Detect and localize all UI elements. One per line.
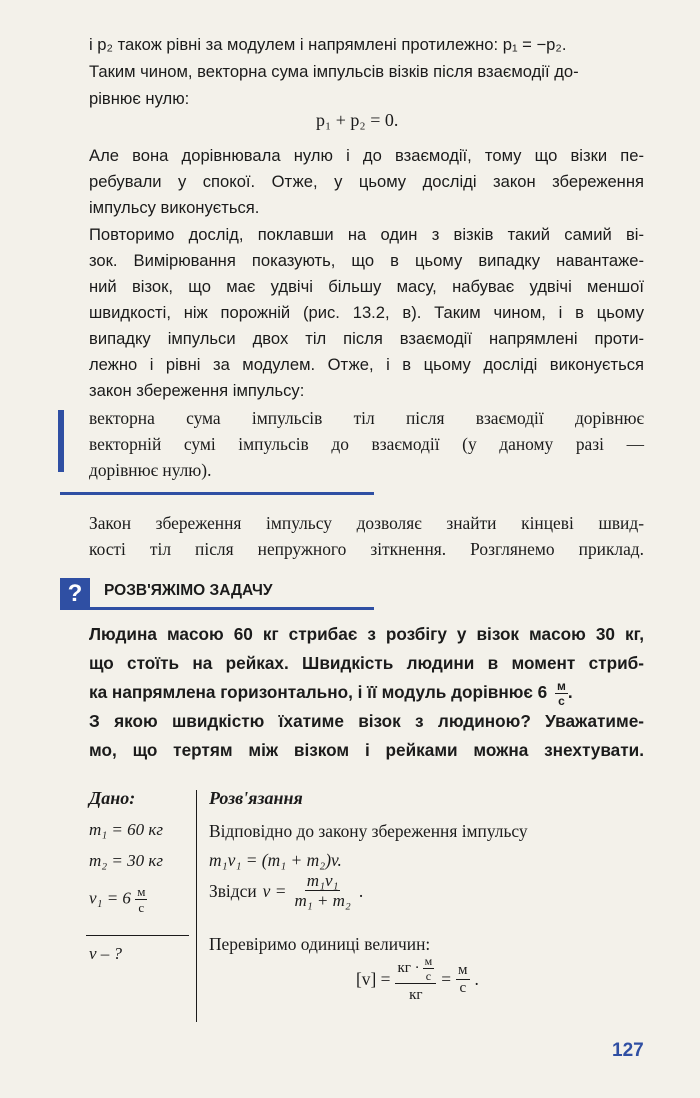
units-numerator-ms [423, 955, 435, 982]
velocity-formula-fraction [292, 872, 352, 909]
task-line: Людина масою 60 кг стрибає з розбігу у візок масою 30 кг, [89, 624, 644, 644]
task-line: З якою швидкістю їхатиме візок з людиною? Уважатиме- [89, 711, 644, 731]
law-line: векторній сумі імпульсів до взаємодії (у даному разі — [89, 434, 644, 454]
text-line-2: Таким чином, векторна сума імпульсів візків після взаємодії до- [89, 62, 579, 81]
unit-numerator: м [458, 961, 468, 978]
units-fraction [395, 955, 436, 1003]
task-line: ка напрямлена горизонтально, і її модуль дорівнює 6 $\frac{м}{с}$ . [89, 678, 573, 708]
paragraph-2-line: лежно і рівні за модулем. Отже, і в цьому досліді виконується [89, 355, 644, 374]
paragraph-1 [89, 143, 644, 221]
unit-numerator: м [137, 884, 146, 899]
paragraph-3-line: Закон збереження імпульсу дозволяє знайти кінцеві швид- [89, 513, 644, 533]
formula-numerator: m₁v₁ [306, 871, 339, 890]
given-v1-unit [135, 885, 147, 914]
task-heading-underline [90, 607, 374, 610]
units-check [356, 955, 479, 1003]
task-line: мо, що тертям між візком і рейками можна знехтувати. [89, 740, 644, 760]
vector-sum-equation: p₁ + p₂ = 0. [316, 110, 399, 130]
units-denominator: кг [409, 987, 423, 1003]
units-numerator-kg: кг · [397, 960, 420, 976]
given-title: Дано: [89, 788, 136, 808]
text-line-1 [89, 32, 566, 58]
paragraph-1-line: ребували у спокої. Отже, у цьому досліді закон збереження [89, 172, 644, 191]
question-icon: ? [60, 578, 90, 610]
period: . [474, 969, 479, 989]
unit-denominator: с [425, 969, 432, 983]
given-v1 [89, 885, 147, 914]
paragraph-2-line: ний візок, що має удвічі більшу масу, набуває удвічі меншої [89, 277, 644, 296]
unit-numerator: м [424, 954, 433, 968]
given-v1-value: v₁ = 6 [89, 888, 131, 908]
paragraph-2 [89, 222, 644, 404]
solution-line-1: Відповідно до закону збереження імпульсу [209, 821, 528, 841]
task-statement [89, 620, 644, 765]
section-divider [60, 492, 374, 495]
units-numerator [395, 955, 436, 984]
paragraph-1-line: імпульсу виконується. [89, 198, 260, 217]
units-result [456, 963, 470, 996]
conservation-law-statement [89, 405, 644, 483]
paragraph-2-line: швидкості, ніж порожній (рис. 13.2, в). Таким чином, і в цьому [89, 303, 644, 322]
momentum-equation: m₁v₁ = (m₁ + m₂)v. [209, 850, 342, 870]
formula-denominator: m₁ + m₂ [294, 891, 351, 910]
law-line: векторна сума імпульсів тіл після взаємодії дорівнює [89, 408, 644, 428]
task-line-text: ка напрямлена горизонтально, і її модуль дорівнює 6 [89, 682, 548, 702]
given-m1: m₁ = 60 кг [89, 820, 163, 839]
page-number: 127 [612, 1040, 644, 1061]
paragraph-3 [89, 510, 644, 562]
solution-line-3 [209, 872, 363, 909]
unit-numerator: м [557, 678, 566, 693]
paragraph-2-line: Повторимо дослід, поклавши на один з візків такий самий ві- [89, 225, 644, 244]
text-line-3: рівнює нулю: [89, 89, 190, 108]
paragraph-2-line: закон збереження імпульсу: [89, 381, 305, 400]
law-line: дорівнює нулю). [89, 460, 212, 480]
given-m2: m₂ = 30 кг [89, 851, 163, 870]
solution-v-label: v = [262, 880, 287, 901]
paragraph-3-line: кості тіл після непружного зіткнення. Розглянемо приклад. [89, 539, 644, 559]
paragraph-2-line: випадку імпульси двох тіл після взаємодії напрямлені проти- [89, 329, 644, 348]
units-equals: = [441, 969, 452, 989]
paragraph-2-line: зок. Вимірювання показують, що в цьому випадку навантаже- [89, 251, 644, 270]
text-line-1-content: і p₂ також рівні за модулем і напрямлені протилежно: p₁ = −p₂. [89, 35, 567, 54]
speed-unit-fraction [555, 680, 568, 707]
unit-denominator: с [558, 693, 565, 708]
solution-title: Розв'язання [209, 788, 303, 808]
period: . [358, 880, 364, 901]
find-quantity: v – ? [89, 944, 123, 963]
task-line: що стоїть на рейках. Швидкість людини в момент стриб- [89, 653, 644, 673]
solution-line-3-prefix: Звідси [209, 880, 257, 901]
units-lhs: [v] = [356, 969, 391, 989]
unit-denominator: с [459, 979, 467, 996]
paragraph-1-line: Але вона дорівнювала нулю і до взаємодії, тому що візки пе- [89, 146, 644, 165]
solution-line-4: Перевіримо одиниці величин: [209, 934, 431, 954]
task-heading: РОЗВ'ЯЖІМО ЗАДАЧУ [104, 582, 273, 599]
law-accent-bar [58, 410, 64, 472]
given-separator [86, 935, 189, 936]
given-solution-divider [196, 790, 197, 1022]
unit-denominator: с [138, 900, 145, 915]
